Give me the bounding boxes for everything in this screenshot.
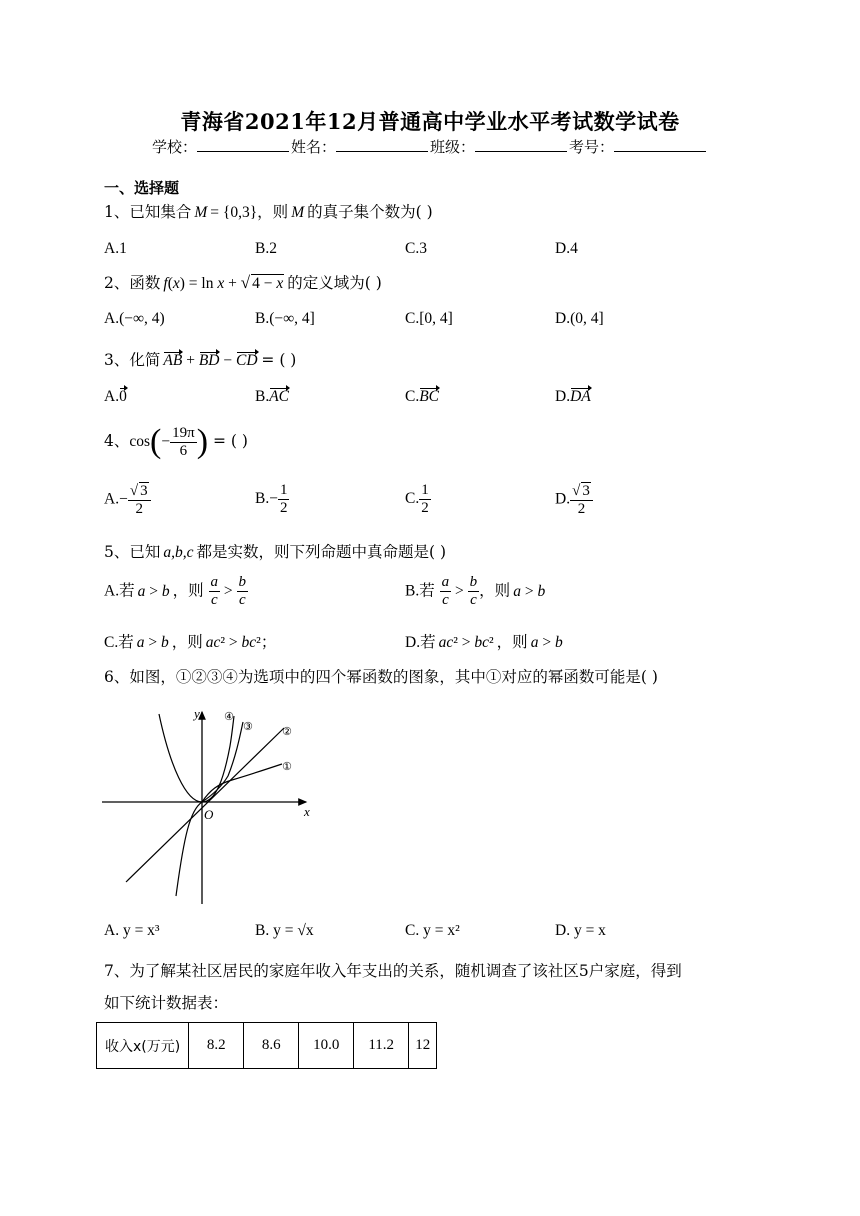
question-3: 3、化简 AB + BD − CD = ( ) <box>104 351 297 369</box>
option-b[interactable]: B. y = √x <box>255 922 314 939</box>
option-a[interactable]: A.若 a > b ，则 $\frac{a}{c}$ > $\frac{b}{c}$ <box>104 574 247 608</box>
curve-4 <box>159 714 234 802</box>
section-heading: 一、选择题 <box>104 179 180 197</box>
option-d[interactable]: D. y = x <box>555 922 606 939</box>
page-title: 青海省2021年12月普通高中学业水平考试数学试卷 <box>180 109 680 134</box>
option-d[interactable]: D.DA <box>555 385 591 406</box>
option-b[interactable]: B.AC <box>255 385 289 406</box>
name-blank[interactable] <box>336 137 428 152</box>
statistics-table <box>96 1022 437 1069</box>
option-c[interactable]: C. y = x² <box>405 922 460 939</box>
table-cell: 10.0 <box>299 1023 354 1069</box>
question-text: ，则 <box>257 203 289 221</box>
option-c[interactable]: C.BC <box>405 385 439 406</box>
option-a[interactable]: A.(−∞, 4) <box>104 310 165 327</box>
origin-label: O <box>204 807 214 822</box>
option-b[interactable]: B.(−∞, 4] <box>255 310 315 327</box>
question-7-line-1: 7、为了解某社区居民的家庭年收入年支出的关系，随机调查了该社区5户家庭，得到 <box>104 962 682 980</box>
name-label: 姓名： <box>290 138 336 156</box>
curve-3-label: ③ <box>243 720 253 733</box>
question-text: 3、化简 <box>104 351 161 369</box>
option-a[interactable]: A. y = x³ <box>104 922 160 939</box>
question-2: 2、函数 f(x) = ln x + √ 4 − x 的定义域为( ) <box>104 273 382 292</box>
option-c[interactable]: C.3 <box>405 240 427 257</box>
math-var: a,b,c <box>163 544 194 561</box>
option-b[interactable]: B.若 $\frac{a}{c}$ > $\frac{b}{c}$ ，则 a > b <box>405 574 546 608</box>
curve-1-label: ① <box>282 760 292 773</box>
question-text: = ( ) <box>261 351 297 369</box>
power-function-graph <box>102 706 318 910</box>
option-a[interactable]: A.− $\frac{√ 3}{2}$ <box>104 482 151 518</box>
question-text: 都是实数，则下列命题中真命题是( ) <box>196 543 447 561</box>
question-text: 的真子集个数为( ) <box>307 203 433 221</box>
question-text: 2、函数 <box>104 274 161 292</box>
option-c[interactable]: C.[0, 4] <box>405 310 453 327</box>
table-header: 收入x(万元) <box>97 1023 189 1069</box>
option-d[interactable]: D.若 ac² > bc² ，则 a > b <box>405 633 563 651</box>
question-4: 4、cos(− $\frac{19\pi}{6}$ ) = ( ) <box>104 423 248 460</box>
option-a[interactable]: A.1 <box>104 240 127 257</box>
table-cell: 12 <box>409 1023 437 1069</box>
exam-no-label: 考号： <box>569 138 615 156</box>
question-text: 5、已知 <box>104 543 161 561</box>
option-b[interactable]: B.− $\frac{1}{2}$ <box>255 482 288 516</box>
table-cell: 11.2 <box>354 1023 409 1069</box>
x-axis-label: x <box>304 804 310 819</box>
question-text: = ( ) <box>212 432 248 450</box>
class-blank[interactable] <box>475 137 567 152</box>
option-a[interactable]: A.0 <box>104 385 127 406</box>
question-5 <box>104 540 446 562</box>
math-var: M <box>291 204 305 221</box>
table-cell: 8.6 <box>244 1023 299 1069</box>
option-d[interactable]: D.(0, 4] <box>555 310 604 327</box>
question-text: 1、已知集合 <box>104 203 192 221</box>
option-c[interactable]: C.若 a > b ，则 ac² > bc²； <box>104 633 277 651</box>
question-6: 6、如图，①②③④为选项中的四个幂函数的图象，其中①对应的幂函数可能是( ) <box>104 668 658 686</box>
curve-2-label: ② <box>282 725 292 738</box>
school-blank[interactable] <box>197 137 289 152</box>
option-b[interactable]: B.2 <box>255 240 277 257</box>
class-label: 班级： <box>430 138 476 156</box>
question-1: 1、已知集合 M = {0,3}，则 M 的真子集个数为( ) <box>104 203 433 221</box>
question-7-line-2: 如下统计数据表： <box>104 994 229 1012</box>
curve-2 <box>126 728 284 882</box>
curve-4-label: ④ <box>224 710 234 723</box>
question-text: 4、 <box>104 432 130 450</box>
exam-no-blank[interactable] <box>614 137 706 152</box>
option-c[interactable]: C. $\frac{1}{2}$ <box>405 482 429 516</box>
option-d[interactable]: D. $\frac{√ 3}{2}$ <box>555 482 593 518</box>
y-axis-label: y <box>194 706 200 721</box>
question-text: 的定义域为( ) <box>287 274 382 292</box>
table-row <box>97 1023 437 1069</box>
student-info-line <box>0 136 860 157</box>
school-label: 学校： <box>151 138 197 156</box>
table-cell: 8.2 <box>189 1023 244 1069</box>
option-d[interactable]: D.4 <box>555 240 578 257</box>
